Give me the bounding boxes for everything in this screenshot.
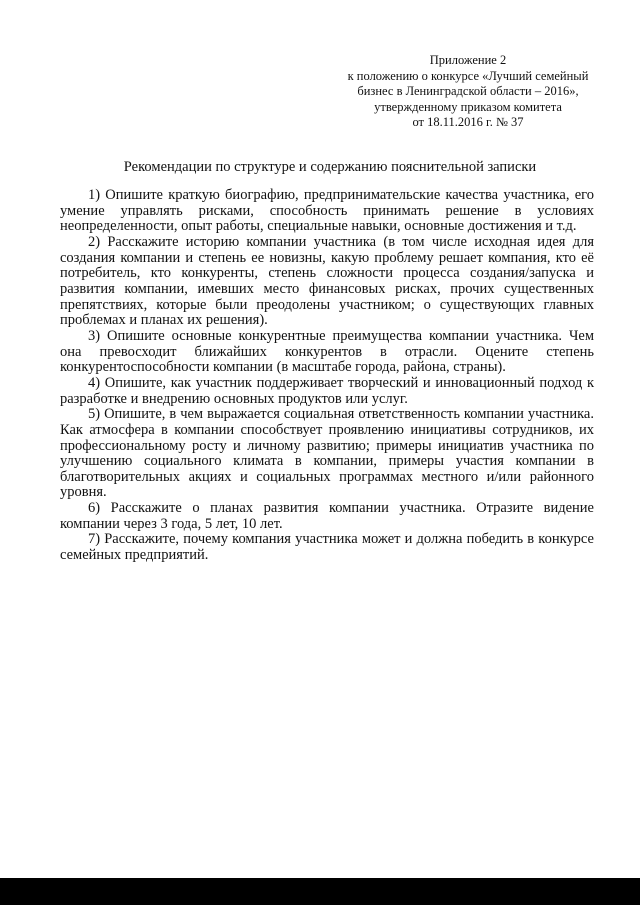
paragraph-1: 1) Опишите краткую биографию, предпринимательские качества участника, его умение управлять рисками, способность принимать решение в условиях неопределенности, опыт работы, специальные навыки, основные достижения и т.д. bbox=[60, 187, 594, 235]
annex-line: от 18.11.2016 г. № 37 bbox=[412, 115, 524, 129]
scan-bottom-border bbox=[0, 878, 640, 905]
annex-line: к положению о конкурсе «Лучший семейный bbox=[347, 68, 589, 83]
annex-line: Приложение 2 bbox=[429, 53, 507, 67]
paragraph-5: 5) Опишите, в чем выражается социальная ответственность компании участника. Как атмосфера в компании способствует проявлению инициативы сотрудников, их профессиональному росту и личному развитию; примеры инициатив участника по улучшению социального климата в компании, примеры участия компании в благотворительных акциях и социальных программах местного и/или районного уровня. bbox=[60, 406, 594, 501]
paragraph-7: 7) Расскажите, почему компания участника может и должна победить в конкурсе семейных предприятий. bbox=[60, 531, 594, 564]
annex-header bbox=[318, 53, 618, 131]
annex-line: утвержденному приказом комитета bbox=[374, 99, 562, 114]
paragraph-6: 6) Расскажите о планах развития компании участника. Отразите видение компании через 3 года, 5 лет, 10 лет. bbox=[60, 500, 594, 532]
document-body bbox=[60, 188, 594, 564]
paragraph-3: 3) Опишите основные конкурентные преимущества компании участника. Чем она превосходит ближайших конкурентов в отрасли. Оцените степень конкурентоспособности компании (в масштабе города, района, страны). bbox=[60, 327, 594, 376]
paragraph-4: 4) Опишите, как участник поддерживает творческий и инновационный подход к разработке и внедрению основных продуктов или услуг. bbox=[60, 374, 594, 407]
paragraph-2: 2) Расскажите историю компании участника (в том числе исходная идея для создания компании и степень ее новизны, какую проблему решает компания, кто её потребитель, кто конкуренты, степень сложности процесса создания/запуска и развития компании, имевших место финансовых рисках, прочих существенных препятствиях, которые были преодолены участником; о существующих главных проблемах и планах их решения). bbox=[60, 233, 594, 329]
annex-line: бизнес в Ленинградской области – 2016», bbox=[357, 84, 579, 98]
document-title: Рекомендации по структуре и содержанию пояснительной записки bbox=[123, 159, 537, 175]
